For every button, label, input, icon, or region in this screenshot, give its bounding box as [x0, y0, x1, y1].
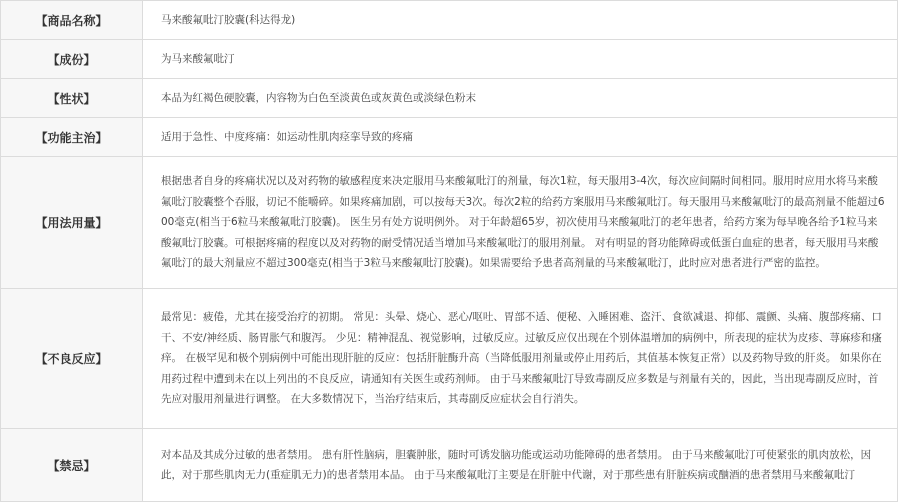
- row-dosage: [1, 157, 898, 289]
- row-description: [1, 79, 898, 118]
- row-label: 【 禁忌 】: [47, 459, 95, 473]
- row-label: 【 性状 】: [47, 92, 95, 106]
- row-value: 根据患者自身的疼痛状况以及对药物的敏感程度来决定服用马来酸氟吡汀的剂量，每次1粒，每天服用3-4次，每次应间隔时间相同。服用时应用水将马来酸氟吡汀胶囊整个吞服，切记不能嚼碎。如果疼痛加剧，可以按每天3次。每次2粒的给药方案服用马来酸氟吡汀。每天服用马来酸氟吡汀的最高剂量不能超过600毫克(相当于6粒马来酸氟吡汀胶囊)。 医生另有处方说明例外。 对于年龄超65岁，初次使用马来酸氟吡汀的老年患者，给药方案为每早晚各给予1粒马来酸氟吡汀胶囊。可根据疼痛的程度以及对药物的耐受情况适当增加马来酸氟吡汀的服用剂量。 对有明显的肾功能障碍或低蛋白血症的患者，每天服用马来酸氟吡汀的最大剂量应不超过300毫克(相当于3粒马来酸氟吡汀胶囊)。如果需要给予患者高剂量的马来酸氟吡汀，此时应对患者进行严密的监控。: [143, 157, 898, 289]
- label-cell: [1, 157, 143, 289]
- row-label: 【 不良反应 】: [35, 352, 107, 366]
- row-value: 适用于急性、中度疼痛：如运动性肌肉痉挛导致的疼痛: [143, 118, 898, 157]
- label-cell: [1, 289, 143, 429]
- row-contraindications: [1, 429, 898, 502]
- label-cell: [1, 79, 143, 118]
- row-indications: [1, 118, 898, 157]
- row-value: 本品为红褐色硬胶囊，内容物为白色至淡黄色或灰黄色或淡绿色粉末: [143, 79, 898, 118]
- label-cell: [1, 429, 143, 502]
- row-label: 【 商品名称 】: [35, 14, 107, 28]
- row-label: 【 用法用量 】: [35, 216, 107, 230]
- row-ingredients: [1, 40, 898, 79]
- row-product-name: [1, 1, 898, 40]
- row-adverse-reactions: [1, 289, 898, 429]
- label-cell: [1, 40, 143, 79]
- row-label: 【 成份 】: [47, 53, 95, 67]
- row-value: 对本品及其成分过敏的患者禁用。 患有肝性脑病，胆囊肿胀，随时可诱发脑功能或运动功能障碍的患者禁用。 由于马来酸氟吡汀可使紧张的肌肉放松，因此，对于那些肌肉无力(重症肌无力)的患者禁用本品。 由于马来酸氟吡汀主要是在肝脏中代谢，对于那些患有肝脏疾病或酗酒的患者禁用马来酸氟吡汀: [143, 429, 898, 502]
- row-value: 为马来酸氟吡汀: [143, 40, 898, 79]
- row-value: 马来酸氟吡汀胶囊(科达得龙): [143, 1, 898, 40]
- row-value: 最常见：疲倦，尤其在接受治疗的初期。 常见：头晕、烧心、恶心/呕吐、胃部不适、便秘、入睡困难、盗汗、食欲减退、抑郁、震颤、头痛、腹部疼痛、口干、不安/神经质、肠胃胀气和腹泻。 少见：精神混乱、视觉影响，过敏反应。过敏反应仅出现在个别体温增加的病例中，所表现的症状为皮疹、荨麻疹和瘙痒。 在极罕见和极个别病例中可能出现肝脏的反应：包括肝脏酶升高（当降低服用剂量或停止用药后，其值基本恢复正常）以及药物导致的肝炎。 如果你在用药过程中遭到未在以上列出的不良反应，请通知有关医生或药剂师。 由于马来酸氟吡汀导致毒副反应多数是与剂量有关的，因此，当出现毒副反应时，首先应对服用剂量进行调整。 在大多数情况下，当治疗结束后，其毒副反应症状会自行消失。: [143, 289, 898, 429]
- label-cell: [1, 118, 143, 157]
- row-label: 【 功能主治 】: [35, 131, 107, 145]
- label-cell: [1, 1, 143, 40]
